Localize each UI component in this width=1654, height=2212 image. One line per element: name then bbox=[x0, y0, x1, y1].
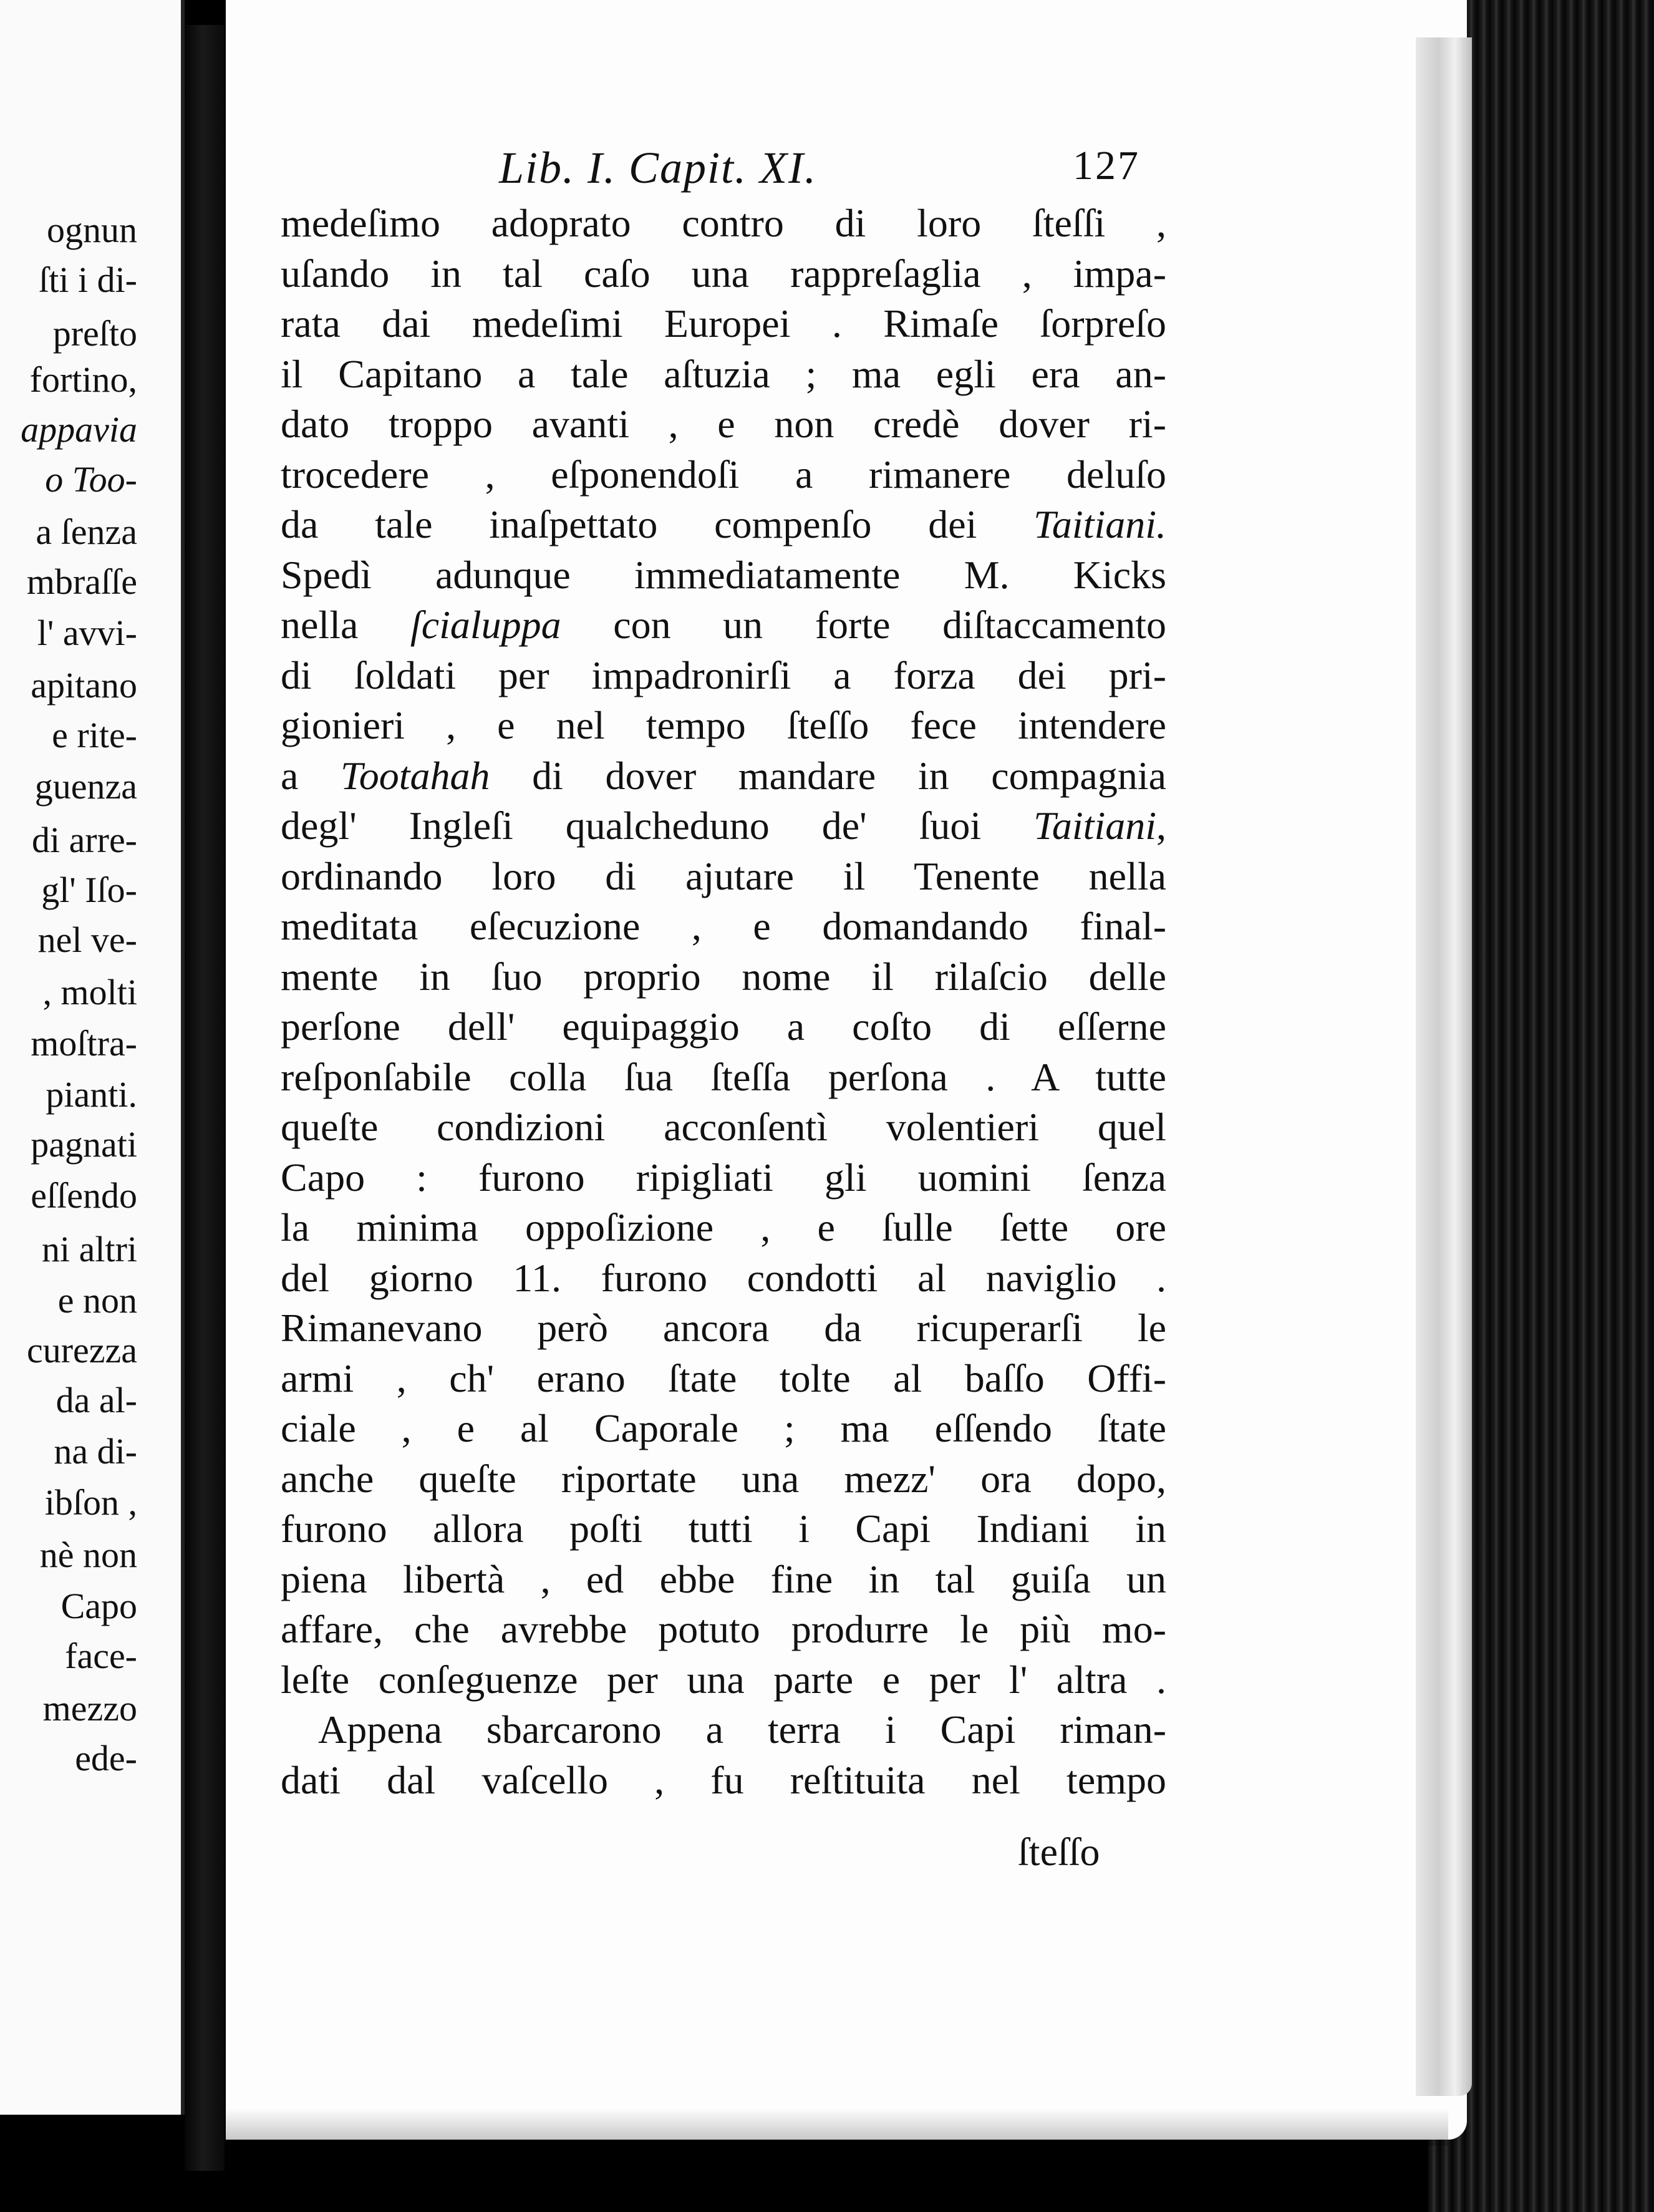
text-line: mente in ſuo proprio nome il rilaſcio delle bbox=[281, 954, 1166, 999]
previous-page-line: guenza bbox=[34, 766, 137, 807]
previous-page-line: pagnati bbox=[31, 1124, 137, 1165]
text-line: del giorno 11. furono condotti al naviglio . bbox=[281, 1255, 1166, 1300]
italic-text-run: Tootahah bbox=[341, 753, 490, 798]
text-line: reſponſabile colla ſua ſteſſa perſona . A tutte bbox=[281, 1054, 1166, 1099]
previous-page-line: eſſendo bbox=[31, 1175, 137, 1216]
text-line bbox=[281, 801, 1166, 851]
previous-page-line: o Too- bbox=[45, 459, 137, 500]
previous-page-fragment bbox=[0, 0, 185, 2115]
text-line: piena libertà , ed ebbe fine in tal guiſa un bbox=[281, 1556, 1166, 1601]
text-line: anche queſte riportate una mezz' ora dopo, bbox=[281, 1456, 1166, 1501]
text-line: Spedì adunque immediatamente M. Kicks bbox=[281, 552, 1166, 597]
body-text bbox=[281, 198, 1166, 1805]
text-line: rata dai medeſimi Europei . Rimaſe ſorpreſo bbox=[281, 301, 1166, 346]
previous-page-line: nè non bbox=[39, 1535, 137, 1575]
text-line: queſte condizioni acconſentì volentieri quel bbox=[281, 1105, 1166, 1149]
previous-page-line: a ſenza bbox=[36, 512, 137, 552]
previous-page-line: da al- bbox=[56, 1380, 137, 1420]
previous-page-line: , molti bbox=[42, 972, 137, 1012]
text-run: , bbox=[1156, 803, 1166, 848]
text-line: dati dal vaſcello , fu reſtituita nel tempo bbox=[281, 1757, 1166, 1802]
text-line: dato troppo avanti , e non credè dover ri- bbox=[281, 402, 1166, 446]
text-line: ciale , e al Caporale ; ma eſſendo ſtate bbox=[281, 1406, 1166, 1450]
previous-page-line: pianti. bbox=[46, 1074, 137, 1115]
previous-page-line: l' avvi- bbox=[37, 613, 137, 653]
text-line: meditata eſecuzione , e domandando final- bbox=[281, 904, 1166, 948]
previous-page-line: mezzo bbox=[42, 1688, 137, 1729]
previous-page-line: e non bbox=[57, 1280, 137, 1321]
text-line: Appena sbarcarono a terra i Capi riman- bbox=[318, 1707, 1166, 1752]
text-line bbox=[281, 600, 1166, 651]
previous-page-line: ſti i di- bbox=[39, 260, 137, 300]
book-gutter bbox=[185, 25, 225, 2171]
text-line: la minima oppoſizione , e ſulle ſette ore bbox=[281, 1205, 1166, 1249]
text-line: ordinando loro di ajutare il Tenente nella bbox=[281, 853, 1166, 898]
previous-page-line: fortino, bbox=[29, 359, 137, 400]
text-run: a bbox=[281, 753, 341, 798]
previous-page-line: Capo bbox=[60, 1586, 137, 1626]
previous-page-line: ibſon , bbox=[44, 1482, 137, 1523]
previous-page-line: ni altri bbox=[41, 1229, 137, 1269]
page-number: 127 bbox=[1073, 143, 1140, 188]
previous-page-line: na di- bbox=[54, 1431, 137, 1472]
text-run: di dover mandare in compagnia bbox=[490, 753, 1167, 798]
italic-text-run: Taitiani. bbox=[1033, 502, 1166, 546]
text-run: da tale inaſpettato compenſo dei bbox=[281, 502, 1034, 546]
text-line: affare, che avrebbe potuto produrre le più mo- bbox=[281, 1607, 1166, 1651]
text-line: armi , ch' erano ſtate tolte al baſſo Offi- bbox=[281, 1356, 1166, 1400]
text-line: gionieri , e nel tempo ſteſſo fece intendere bbox=[281, 703, 1166, 747]
previous-page-line: gl' Iſo- bbox=[41, 870, 137, 910]
previous-page-line: moſtra- bbox=[31, 1023, 137, 1064]
text-line bbox=[281, 751, 1166, 802]
text-run: nella bbox=[281, 603, 410, 647]
running-head: Lib. I. Capit. XI. bbox=[499, 143, 818, 193]
text-run: con un forte diſtaccamento bbox=[561, 603, 1167, 647]
previous-page-line: mbraſſe bbox=[26, 561, 137, 602]
text-line bbox=[281, 500, 1166, 550]
previous-page-line: ognun bbox=[47, 210, 137, 250]
previous-page-line: e rite- bbox=[52, 715, 137, 755]
text-line: perſone dell' equipaggio a coſto di eſſerne bbox=[281, 1004, 1166, 1049]
previous-page-line: preſto bbox=[52, 313, 137, 354]
previous-page-line: ede- bbox=[75, 1738, 137, 1778]
previous-page-line: nel ve- bbox=[37, 919, 137, 960]
text-line: Capo : furono ripigliati gli uomini ſenza bbox=[281, 1155, 1166, 1200]
text-line: medeſimo adoprato contro di loro ſteſſi , bbox=[281, 201, 1166, 245]
text-line: il Capitano a tale aſtuzia ; ma egli era an- bbox=[281, 351, 1166, 396]
page-fore-edge bbox=[1416, 37, 1472, 2096]
previous-page-line: di arre- bbox=[31, 820, 137, 860]
previous-page-line: apitano bbox=[31, 665, 137, 706]
previous-page-line: curezza bbox=[26, 1330, 137, 1370]
previous-page-line: face- bbox=[65, 1636, 137, 1676]
text-line: uſando in tal caſo una rappreſaglia , impa- bbox=[281, 251, 1166, 296]
text-line: trocedere , eſponendoſi a rimanere deluſo bbox=[281, 452, 1166, 497]
previous-page-line: appavia bbox=[21, 409, 137, 450]
italic-text-run: Taitiani bbox=[1033, 803, 1156, 848]
text-line: di ſoldati per impadronirſi a forza dei pri- bbox=[281, 652, 1166, 697]
page-bottom-shadow bbox=[226, 2108, 1448, 2146]
text-run: degl' Ingleſi qualcheduno de' ſuoi bbox=[281, 803, 1034, 848]
text-line: leſte conſeguenze per una parte e per l' altra . bbox=[281, 1657, 1166, 1702]
text-line: furono allora poſti tutti i Capi Indiani in bbox=[281, 1506, 1166, 1551]
text-line: Rimanevano però ancora da ricuperarſi le bbox=[281, 1306, 1166, 1350]
catchword: ſteſſo bbox=[1018, 1830, 1100, 1874]
italic-text-run: ſcialuppa bbox=[410, 603, 561, 647]
